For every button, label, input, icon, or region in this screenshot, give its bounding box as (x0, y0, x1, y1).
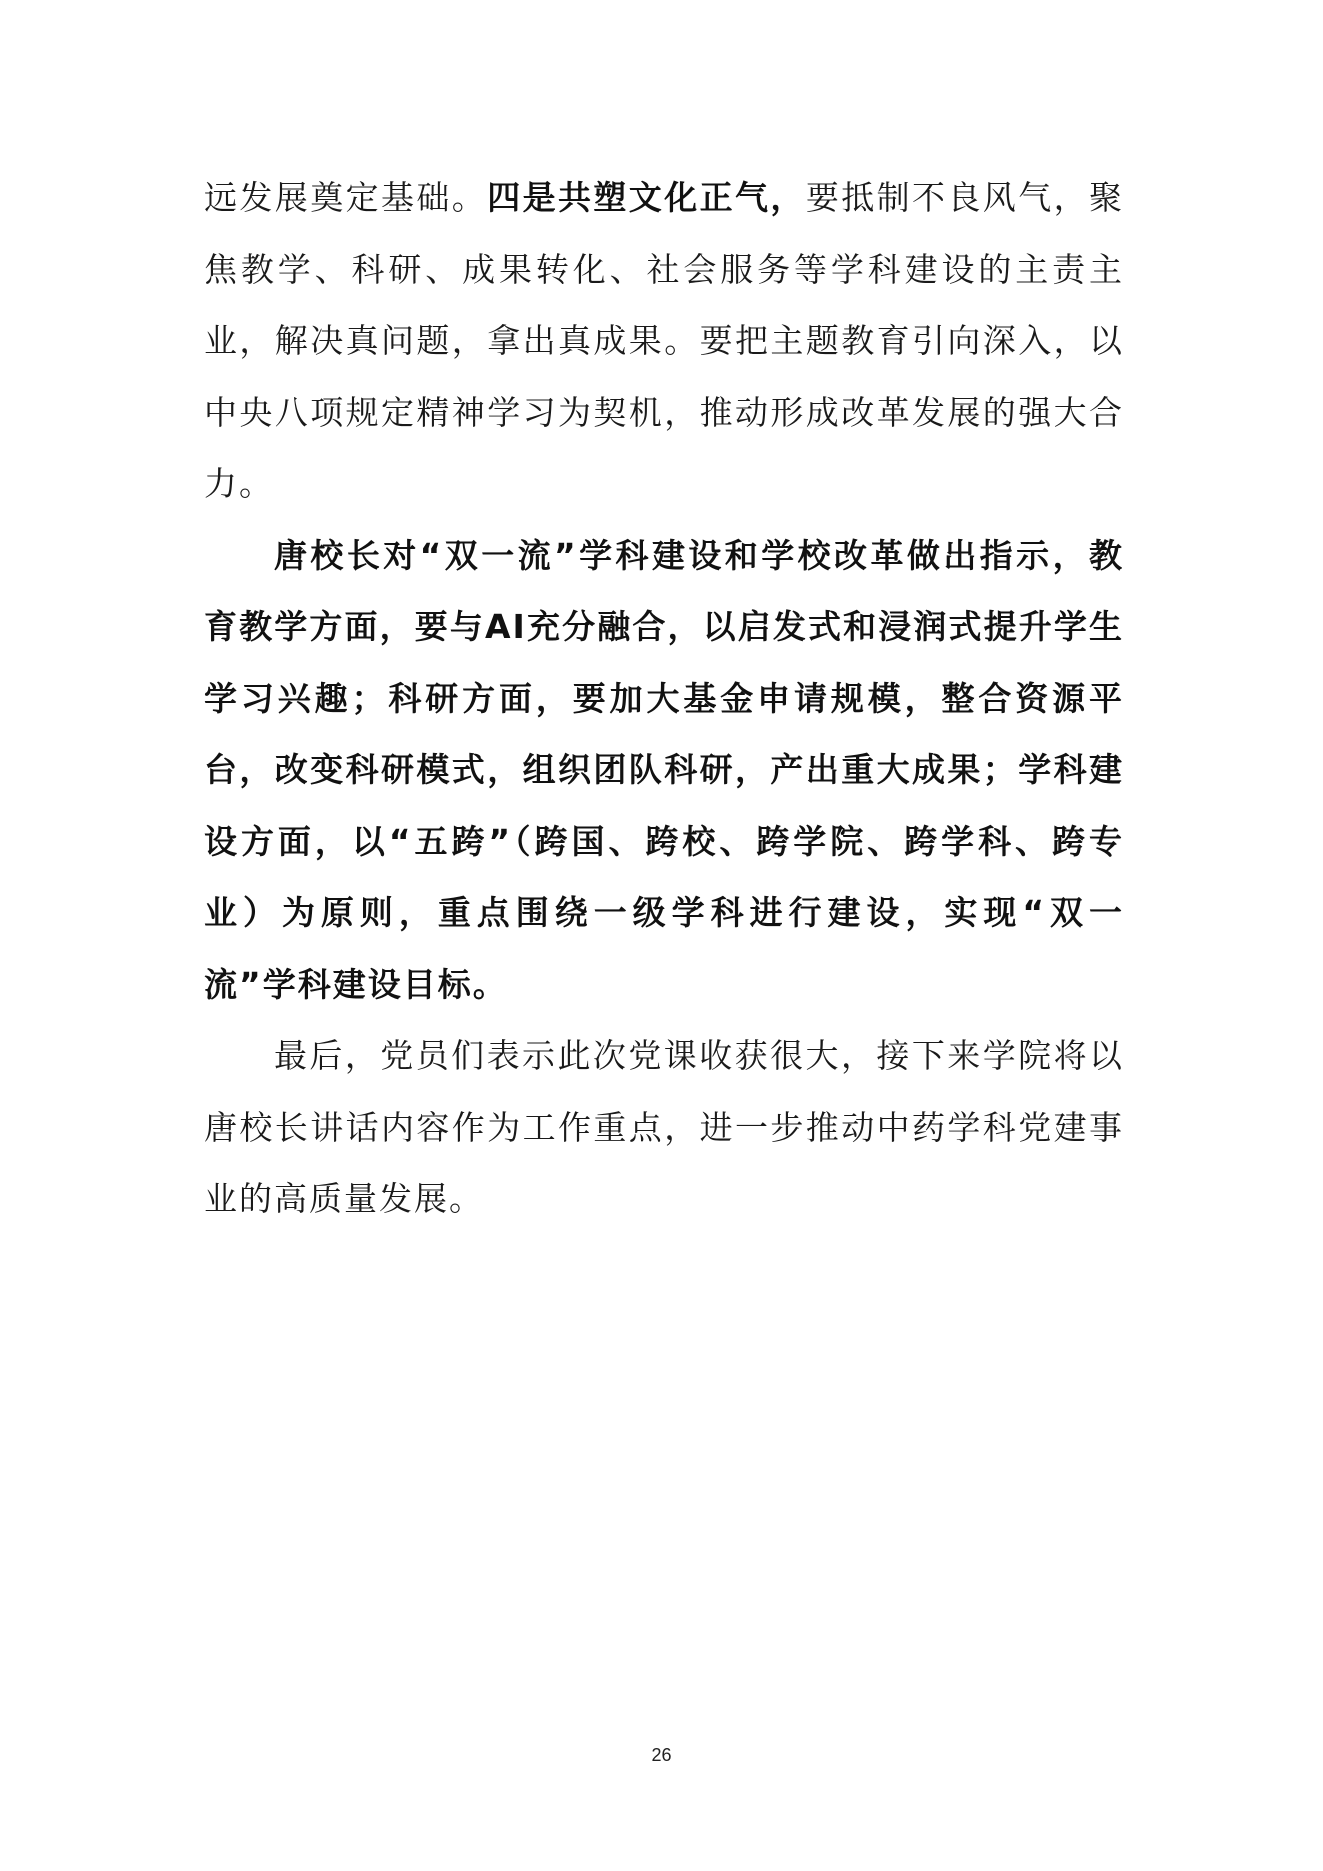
page-number: 26 (651, 1745, 672, 1765)
document-body (204, 162, 1124, 1235)
paragraph-continuation-lead: 远发展奠定基础。 (204, 178, 488, 217)
paragraph-continuation (204, 162, 1124, 520)
point-four-heading: 四是共塑文化正气， (487, 178, 806, 217)
paragraph-continuation-body: 要抵制不良风气，聚焦教学、科研、成果转化、社会服务等学科建设的主责主业，解决真问题，拿出真成果。要把主题教育引向深入，以中央八项规定精神学习为契机，推动形成改革发展的强大合力。 (204, 178, 1125, 503)
closing-paragraph: 最后，党员们表示此次党课收获很大，接下来学院将以唐校长讲话内容作为工作重点，进一步推动中药学科党建事业的高质量发展。 (204, 1036, 1124, 1218)
president-instructions-paragraph: 唐校长对“双一流”学科建设和学校改革做出指示，教育教学方面，要与AI充分融合，以启发式和浸润式提升学生学习兴趣；科研方面，要加大基金申请规模，整合资源平台，改变科研模式，组织团队科研，产出重大成果；学科建设方面，以“五跨”（跨国、跨校、跨学院、跨学科、跨专业）为原则，重点围绕一级学科进行建设，实现“双一流”学科建设目标。 (204, 535, 1124, 1004)
